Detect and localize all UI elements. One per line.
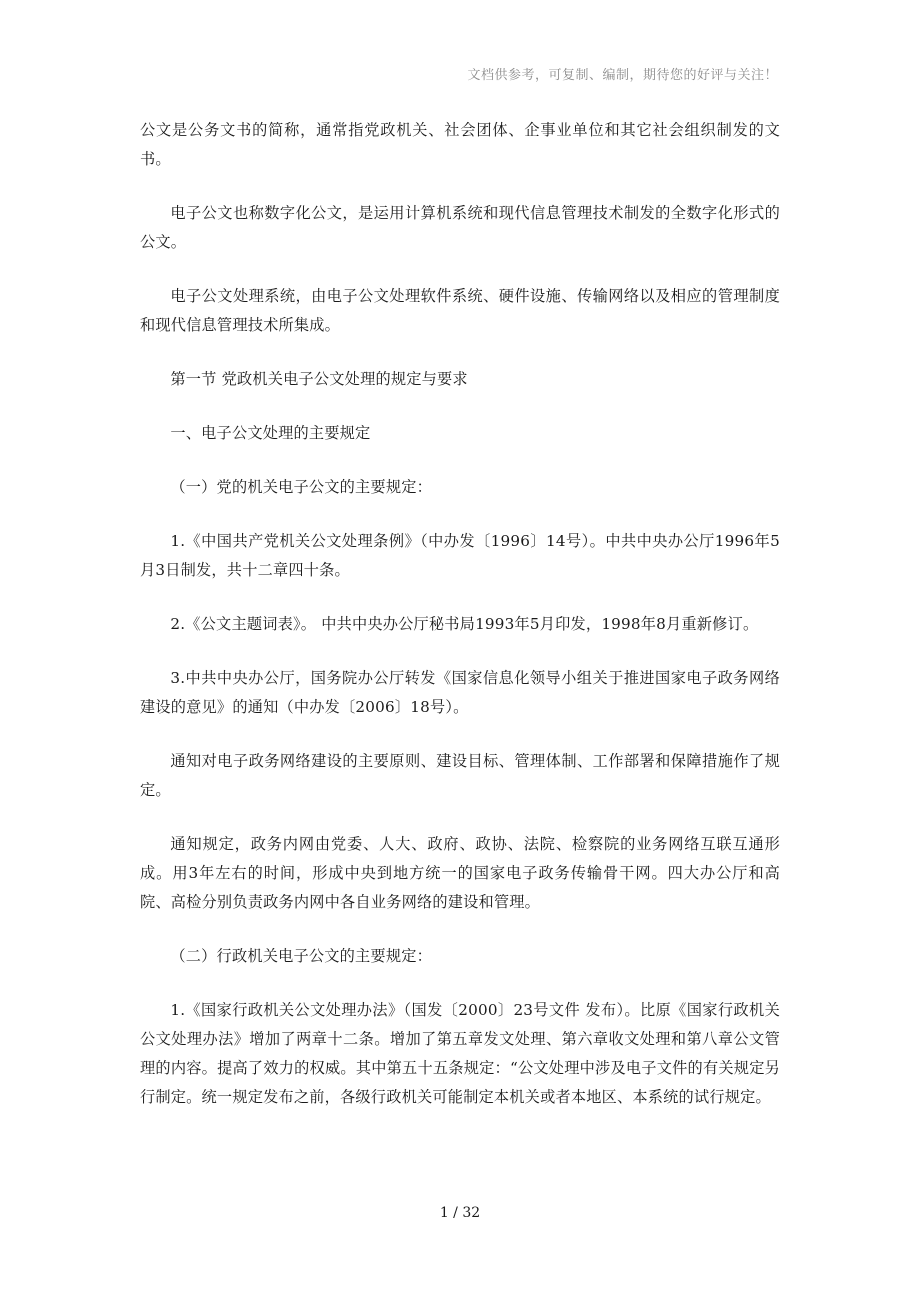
paragraph-item-4: 1.《国家行政机关公文处理办法》（国发〔2000〕23号文件 发布）。比原《国家行政机关公文处理办法》增加了两章十二条。增加了第五章发文处理、第六章收文处理和第八章公文管理的内容。提高了效力的权威。其中第五十五条规定：“公文处理中涉及电子文件的有关规定另行制定。统一规定发布之前，各级行政机关可能制定本机关或者本地区、本系统的试行规定。 [140,1001,780,1106]
paragraph-2: 电子公文也称数字化公文，是运用计算机系统和现代信息管理技术制发的全数字化形式的公文。 [140,204,780,251]
paragraph-item-1: 1.《中国共产党机关公文处理条例》（中办发〔1996〕14号）。中共中央办公厅1996年5月3日制发，共十二章四十条。 [140,532,780,579]
paragraph-item-2: 2.《公文主题词表》。 中共中央办公厅秘书局1993年5月印发，1998年8月重新修订。 [170,615,759,633]
paragraph-item-3: 3.中共中央办公厅，国务院办公厅转发《国家信息化领导小组关于推进国家电子政务网络建设的意见》的通知（中办发〔2006〕18号）。 [140,669,780,716]
paragraph-notice-1: 通知对电子政务网络建设的主要原则、建设目标、管理体制、工作部署和保障措施作了规定。 [140,752,780,799]
header-note: 文档供参考，可复制、编制，期待您的好评与关注！ [467,68,778,83]
paragraph-1: 公文是公务文书的简称，通常指党政机关、社会团体、企事业单位和其它社会组织制发的文书。 [140,121,780,168]
section-heading: 第一节 党政机关电子公文处理的规定与要求 [170,370,468,388]
document-body [140,116,780,1137]
page-number: 1 / 32 [439,1205,481,1221]
subsection-heading-2: （一）党的机关电子公文的主要规定： [170,478,432,496]
paragraph-notice-2: 通知规定，政务内网由党委、人大、政府、政协、法院、检察院的业务网络互联互通形成。用3年左右的时间，形成中央到地方统一的国家电子政务传输骨干网。四大办公厅和高院、高检分别负责政务内网中各自业务网络的建设和管理。 [140,835,780,911]
subsection-heading-1: 一、电子公文处理的主要规定 [170,424,371,442]
subsection-heading-3: （二）行政机关电子公文的主要规定： [170,947,432,965]
paragraph-3: 电子公文处理系统，由电子公文处理软件系统、硬件设施、传输网络以及相应的管理制度和现代信息管理技术所集成。 [140,287,780,334]
